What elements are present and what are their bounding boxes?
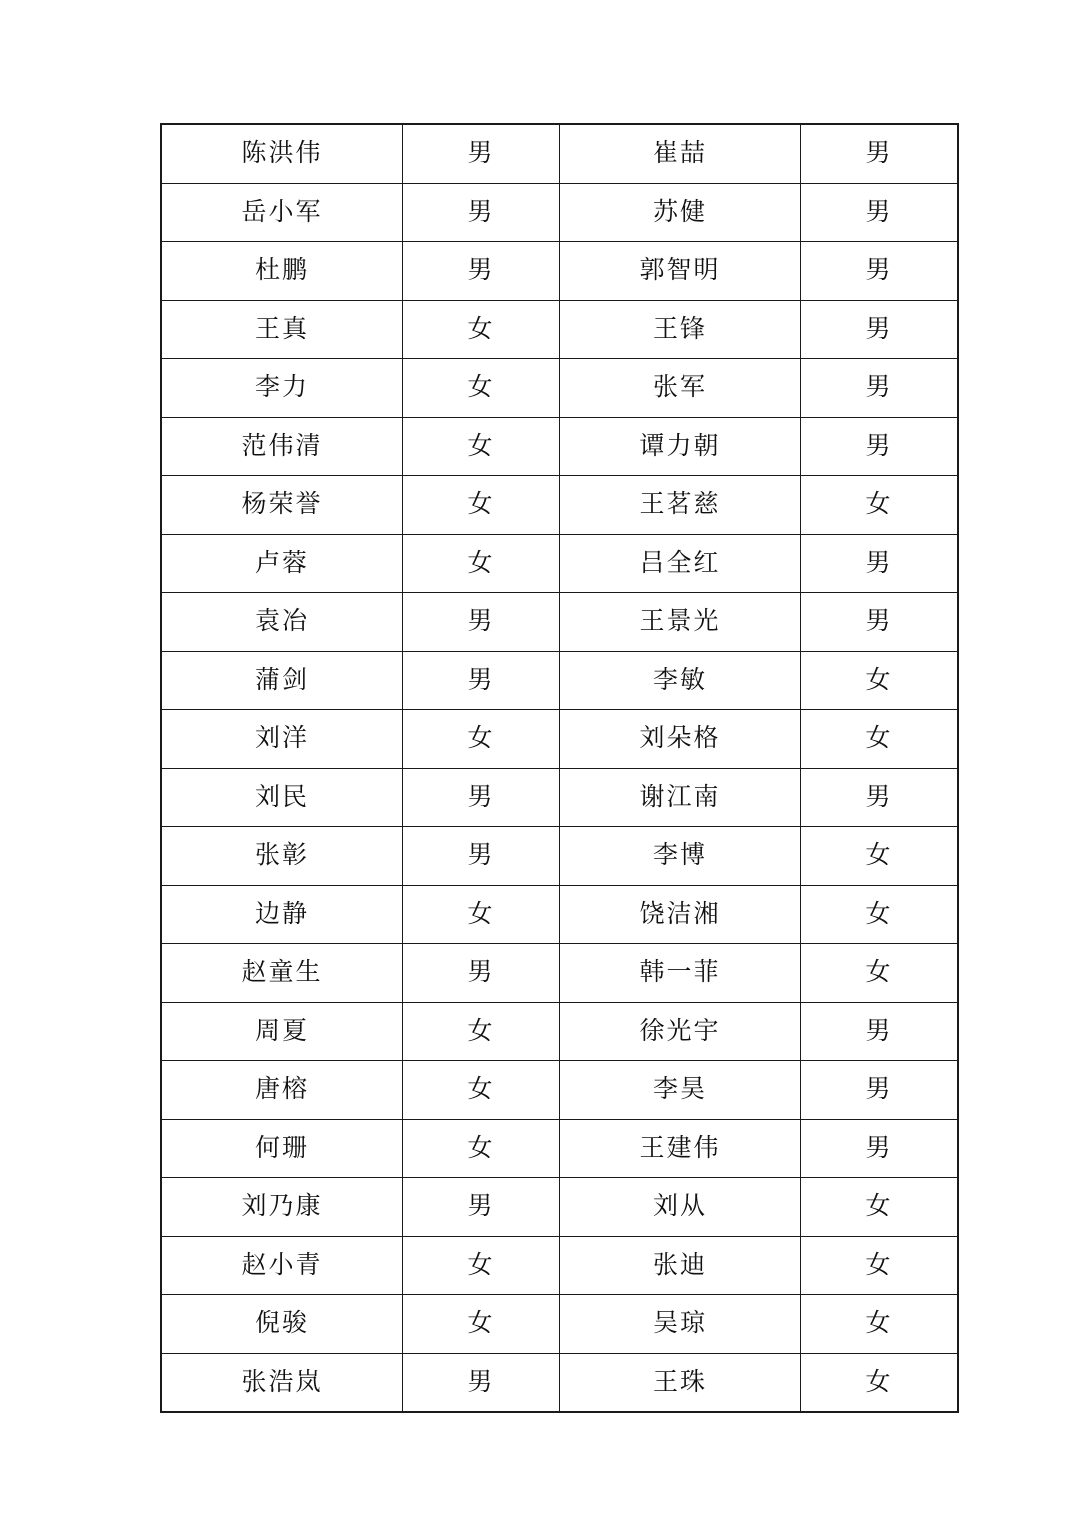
- table-row: [161, 1002, 958, 1061]
- cell-name-right: 王茗慈: [560, 476, 801, 535]
- cell-name-right: 崔喆: [560, 124, 801, 183]
- cell-gender-left: 男: [403, 944, 560, 1003]
- cell-gender-left: 女: [403, 1119, 560, 1178]
- table-row: [161, 1119, 958, 1178]
- cell-name-right: 刘从: [560, 1178, 801, 1237]
- table-row: [161, 593, 958, 652]
- cell-name-left: 刘民: [161, 768, 403, 827]
- cell-gender-left: 男: [403, 1178, 560, 1237]
- table-row: [161, 1061, 958, 1120]
- cell-gender-left: 女: [403, 1236, 560, 1295]
- table-row: [161, 300, 958, 359]
- cell-name-right: 王珠: [560, 1353, 801, 1412]
- cell-gender-left: 女: [403, 359, 560, 418]
- cell-gender-left: 男: [403, 1353, 560, 1412]
- cell-gender-right: 女: [801, 1295, 959, 1354]
- cell-gender-right: 男: [801, 534, 959, 593]
- cell-name-left: 赵小青: [161, 1236, 403, 1295]
- table-row: [161, 1295, 958, 1354]
- cell-gender-right: 男: [801, 183, 959, 242]
- cell-name-right: 王锋: [560, 300, 801, 359]
- cell-gender-right: 女: [801, 885, 959, 944]
- cell-name-right: 张军: [560, 359, 801, 418]
- cell-name-right: 李敏: [560, 651, 801, 710]
- cell-name-right: 谢江南: [560, 768, 801, 827]
- cell-gender-left: 男: [403, 593, 560, 652]
- cell-gender-right: 女: [801, 1236, 959, 1295]
- cell-gender-right: 男: [801, 242, 959, 301]
- cell-gender-left: 女: [403, 534, 560, 593]
- table-row: [161, 476, 958, 535]
- cell-gender-right: 女: [801, 1353, 959, 1412]
- cell-gender-left: 女: [403, 710, 560, 769]
- cell-name-right: 苏健: [560, 183, 801, 242]
- cell-name-left: 杜鹏: [161, 242, 403, 301]
- cell-gender-left: 女: [403, 300, 560, 359]
- cell-gender-right: 男: [801, 300, 959, 359]
- cell-gender-left: 男: [403, 183, 560, 242]
- cell-gender-left: 男: [403, 124, 560, 183]
- cell-name-left: 刘洋: [161, 710, 403, 769]
- cell-name-left: 张彰: [161, 827, 403, 886]
- table-row: [161, 124, 958, 183]
- cell-name-left: 边静: [161, 885, 403, 944]
- cell-gender-right: 男: [801, 768, 959, 827]
- cell-name-left: 刘乃康: [161, 1178, 403, 1237]
- cell-name-left: 倪骏: [161, 1295, 403, 1354]
- cell-name-right: 吴琼: [560, 1295, 801, 1354]
- cell-gender-right: 男: [801, 1061, 959, 1120]
- cell-name-right: 李博: [560, 827, 801, 886]
- table-row: [161, 768, 958, 827]
- cell-name-left: 张浩岚: [161, 1353, 403, 1412]
- cell-gender-right: 男: [801, 124, 959, 183]
- cell-name-right: 饶洁湘: [560, 885, 801, 944]
- table-row: [161, 1178, 958, 1237]
- cell-name-left: 蒲剑: [161, 651, 403, 710]
- cell-name-right: 徐光宇: [560, 1002, 801, 1061]
- cell-name-left: 唐榕: [161, 1061, 403, 1120]
- cell-name-right: 张迪: [560, 1236, 801, 1295]
- roster-table: [160, 123, 959, 1413]
- cell-name-right: 吕全红: [560, 534, 801, 593]
- table-row: [161, 417, 958, 476]
- cell-name-right: 王景光: [560, 593, 801, 652]
- cell-gender-left: 女: [403, 476, 560, 535]
- cell-gender-right: 男: [801, 359, 959, 418]
- cell-gender-left: 女: [403, 417, 560, 476]
- cell-gender-left: 男: [403, 827, 560, 886]
- cell-gender-left: 女: [403, 1295, 560, 1354]
- cell-gender-right: 女: [801, 827, 959, 886]
- table-row: [161, 651, 958, 710]
- table-row: [161, 359, 958, 418]
- cell-gender-right: 男: [801, 1002, 959, 1061]
- cell-gender-left: 男: [403, 768, 560, 827]
- cell-gender-right: 男: [801, 593, 959, 652]
- cell-gender-left: 男: [403, 651, 560, 710]
- cell-name-left: 卢蓉: [161, 534, 403, 593]
- cell-name-right: 韩一菲: [560, 944, 801, 1003]
- cell-gender-left: 女: [403, 885, 560, 944]
- cell-name-left: 何珊: [161, 1119, 403, 1178]
- roster-table-body: [161, 124, 958, 1412]
- cell-gender-right: 男: [801, 417, 959, 476]
- cell-name-left: 袁冶: [161, 593, 403, 652]
- cell-name-left: 范伟清: [161, 417, 403, 476]
- table-row: [161, 534, 958, 593]
- cell-name-left: 杨荣誉: [161, 476, 403, 535]
- table-row: [161, 885, 958, 944]
- cell-gender-left: 女: [403, 1002, 560, 1061]
- cell-gender-right: 女: [801, 710, 959, 769]
- cell-gender-left: 男: [403, 242, 560, 301]
- table-row: [161, 183, 958, 242]
- table-row: [161, 710, 958, 769]
- cell-gender-right: 女: [801, 651, 959, 710]
- cell-gender-left: 女: [403, 1061, 560, 1120]
- cell-name-left: 李力: [161, 359, 403, 418]
- table-row: [161, 242, 958, 301]
- cell-name-left: 周夏: [161, 1002, 403, 1061]
- table-row: [161, 1353, 958, 1412]
- cell-name-left: 王真: [161, 300, 403, 359]
- cell-name-right: 李昊: [560, 1061, 801, 1120]
- cell-gender-right: 女: [801, 476, 959, 535]
- table-row: [161, 944, 958, 1003]
- cell-name-left: 赵童生: [161, 944, 403, 1003]
- cell-name-right: 谭力朝: [560, 417, 801, 476]
- cell-name-right: 王建伟: [560, 1119, 801, 1178]
- table-row: [161, 1236, 958, 1295]
- cell-gender-right: 女: [801, 944, 959, 1003]
- cell-gender-right: 女: [801, 1178, 959, 1237]
- cell-name-left: 岳小军: [161, 183, 403, 242]
- table-row: [161, 827, 958, 886]
- cell-name-left: 陈洪伟: [161, 124, 403, 183]
- cell-gender-right: 男: [801, 1119, 959, 1178]
- cell-name-right: 郭智明: [560, 242, 801, 301]
- cell-name-right: 刘朵格: [560, 710, 801, 769]
